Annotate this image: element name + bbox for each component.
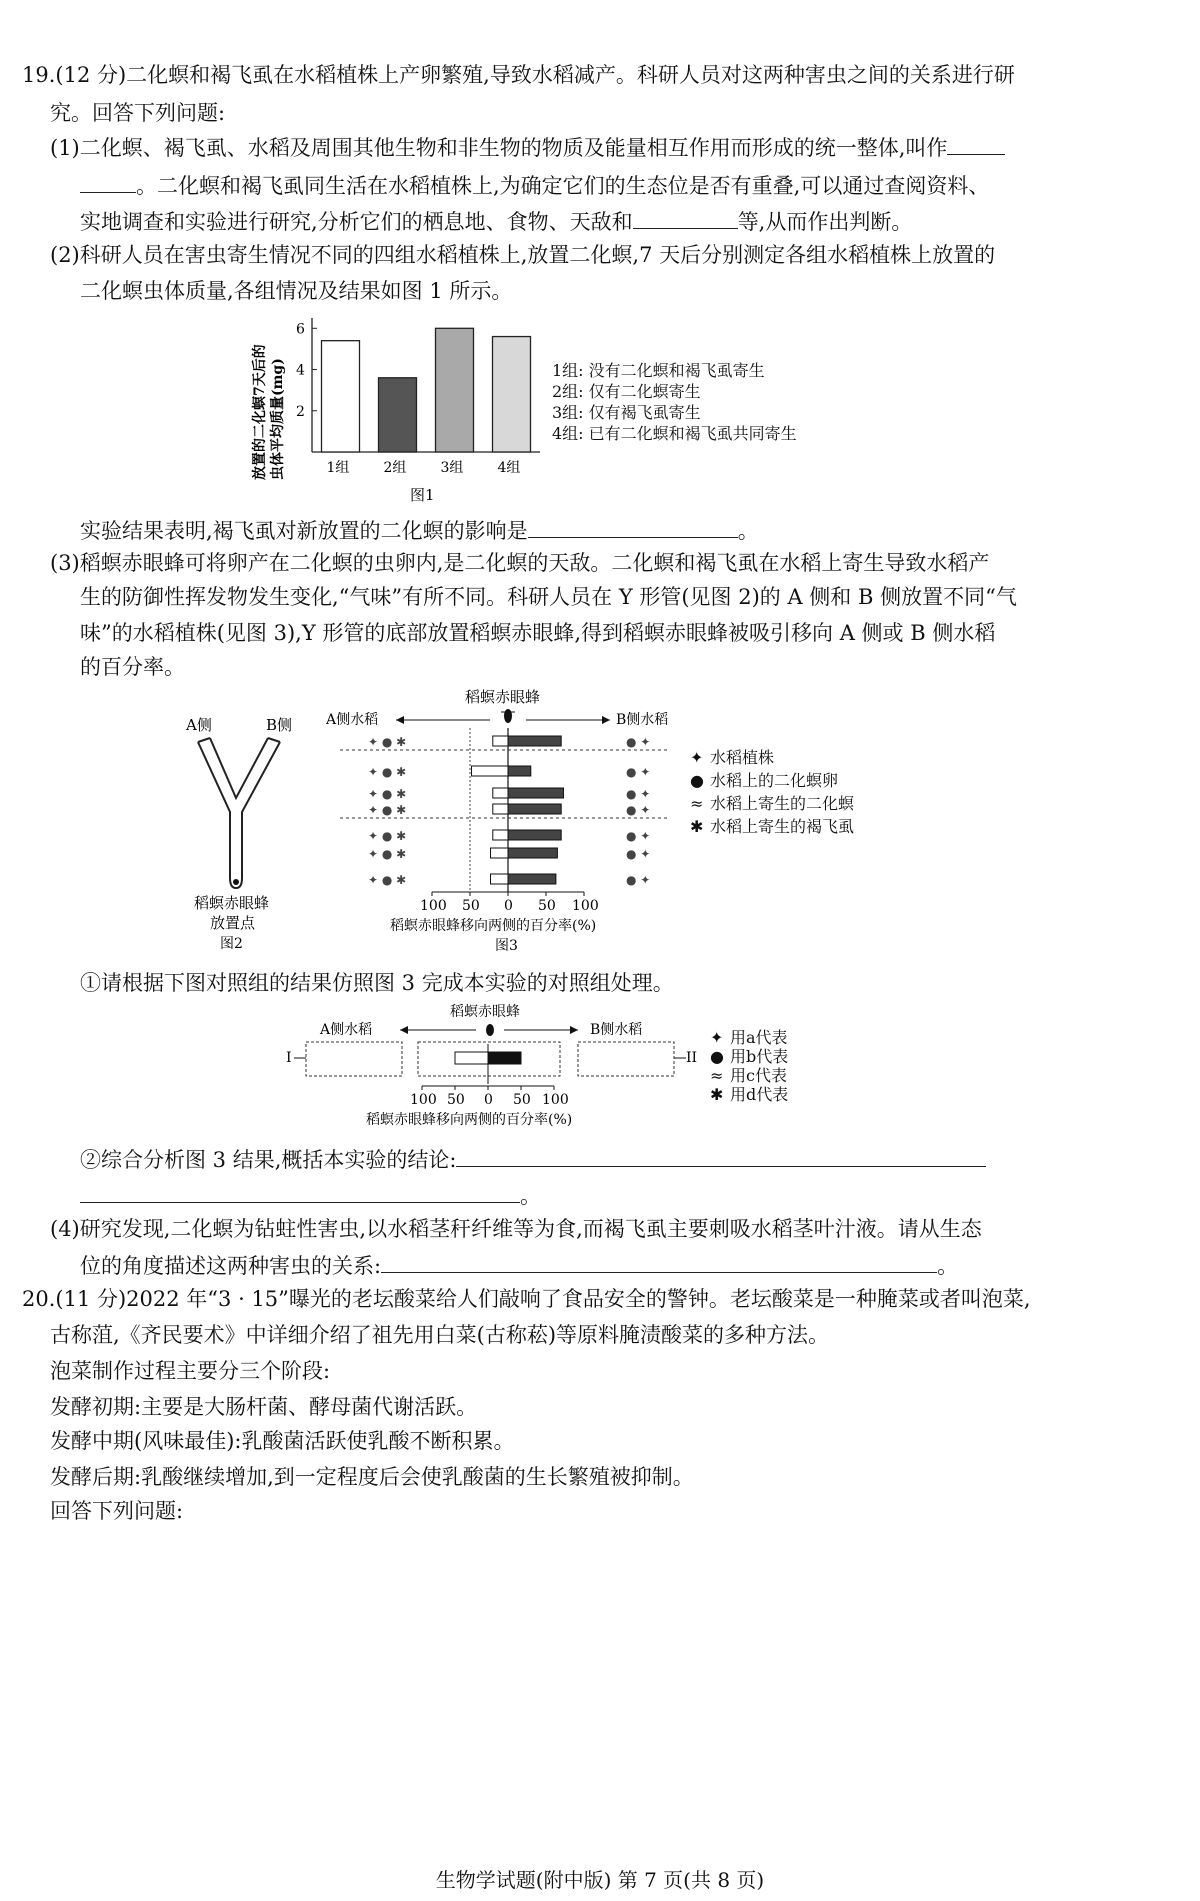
- answer-blank-2[interactable]: [528, 515, 738, 538]
- answer-blank-3b[interactable]: [80, 1180, 520, 1203]
- fig4-x-tick-label: 0: [484, 1092, 493, 1108]
- fig4-b-label: B侧水稻: [590, 1022, 643, 1038]
- fig3-a-label: A侧水稻: [326, 712, 379, 728]
- fig1-y-tick-label: 6: [296, 321, 305, 338]
- fig1-bar: [379, 378, 417, 452]
- q19-part3-line1: (3)稻螟赤眼蜂可将卵产在二化螟的虫卵内,是二化螟的天敌。二化螟和褐飞虱在水稻上寄生导致水稻产: [50, 551, 990, 575]
- q19-part3-sub2-cont: 。: [80, 1180, 541, 1211]
- fig4-x-tick-label: 100: [410, 1092, 437, 1108]
- q19-part3-line2: 生的防御性挥发物发生变化,“气味”有所不同。科研人员在 Y 形管(见图 2)的 A 侧和 B 侧放置不同“气: [80, 585, 1017, 609]
- fig1-ylabel-line2: 虫体平均质量(mg): [270, 358, 286, 480]
- control-box-a[interactable]: [306, 1042, 402, 1076]
- q20-line7: 回答下列问题:: [50, 1499, 184, 1523]
- planthopper-icon: ✱: [710, 1085, 724, 1104]
- fig3-row-icons-b: ● ✦: [626, 847, 651, 861]
- fig3-legend-item: ✦ 水稻植株: [690, 748, 775, 767]
- answer-blank-3a[interactable]: [456, 1144, 986, 1167]
- fig3-bar-a: [491, 848, 508, 858]
- fig1-bar: [493, 337, 531, 452]
- control-group-figure: [280, 1000, 700, 1130]
- fig2-release-label-1: 稻螟赤眼蜂: [194, 894, 270, 912]
- fig4-legend-item: ≈ 用c代表: [710, 1066, 787, 1085]
- fig3-x-tick-label: 50: [462, 898, 480, 914]
- fig3-caption: 图3: [495, 938, 518, 954]
- fig3-row-icons-b: ● ✦: [626, 735, 651, 749]
- q20-line3: 泡菜制作过程主要分三个阶段:: [50, 1359, 331, 1383]
- figure-2-y-tube: [180, 700, 320, 960]
- fig3-axis-title: 稻螟赤眼蜂移向两侧的百分率(%): [390, 918, 597, 934]
- q19-part3-line4: 的百分率。: [80, 655, 185, 679]
- q19-part1-line2: 。二化螟和褐飞虱同生活在水稻植株上,为确定它们的生态位是否有重叠,可以通过查阅资料、: [80, 170, 989, 201]
- fig3-legend-item: ≈ 水稻上寄生的二化螟: [690, 794, 855, 813]
- q19-part3-line3: 味”的水稻植株(见图 3),Y 形管的底部放置稻螟赤眼蜂,得到稻螟赤眼蜂被吸引移向 A 侧或 B 侧水稻: [80, 621, 996, 645]
- fig3-row-icons-a: ✦ ● ✱: [368, 765, 407, 779]
- fig3-bar-a: [493, 736, 508, 746]
- fig3-x-tick-label: 0: [504, 898, 513, 914]
- fig3-bar-a: [493, 804, 508, 814]
- q20-line4: 发酵初期:主要是大肠杆菌、酵母菌代谢活跃。: [50, 1395, 478, 1419]
- answer-blank-1b[interactable]: [80, 170, 136, 193]
- q19-part2-line2: 二化螟虫体质量,各组情况及结果如图 1 所示。: [80, 279, 513, 303]
- fig1-legend-item: 2组: 仅有二化螟寄生: [552, 382, 701, 401]
- q19-part1-line3: 实地调查和实验进行研究,分析它们的栖息地、食物、天敌和 等,从而作出判断。: [80, 206, 912, 237]
- fig1-bar: [322, 341, 360, 452]
- fig3-bar-a: [491, 874, 508, 884]
- answer-blank-1a[interactable]: [947, 132, 1005, 155]
- fig3-row-icons-b: ● ✦: [626, 765, 651, 779]
- fig4-axis-title: 稻螟赤眼蜂移向两侧的百分率(%): [366, 1112, 573, 1128]
- fig1-x-tick-label: 1组: [326, 460, 350, 476]
- rice-plant-icon: ✦: [690, 748, 704, 767]
- q20-line6: 发酵后期:乳酸继续增加,到一定程度后会使乳酸菌的生长繁殖被抑制。: [50, 1465, 694, 1489]
- fig1-y-tick-label: 4: [296, 362, 305, 379]
- fig1-caption: 图1: [410, 486, 435, 504]
- q20-title: 20.(11 分)2022 年“3 · 15”曝光的老坛酸菜给人们敲响了食品安全的警钟。老坛酸菜是一种腌菜或者叫泡菜,: [22, 1287, 1031, 1311]
- fig3-bar-a: [493, 788, 508, 798]
- fig3-bar-b: [508, 804, 561, 814]
- fig4-x-tick-label: 50: [447, 1092, 465, 1108]
- q20-line5: 发酵中期(风味最佳):乳酸菌活跃使乳酸不断积累。: [50, 1429, 515, 1453]
- fig3-row-icons-a: ✦ ● ✱: [368, 847, 407, 861]
- q19-part1-line1: (1)二化螟、褐飞虱、水稻及周围其他生物和非生物的物质及能量相互作用而形成的统一整体,叫作: [50, 132, 1005, 163]
- fig4-left-roman: I: [286, 1050, 292, 1066]
- fig3-x-tick-label: 100: [572, 898, 599, 914]
- q19-part4-line2: 位的角度描述这两种害虫的关系: 。: [80, 1250, 958, 1281]
- q19-title: 19.(12 分)二化螟和褐飞虱在水稻植株上产卵繁殖,导致水稻减产。科研人员对这两种害虫之间的关系进行研: [22, 63, 1015, 87]
- fig3-legend: [690, 746, 854, 838]
- fig3-bar-b: [508, 874, 556, 884]
- fig4-legend: [710, 1028, 788, 1104]
- fig4-a-label: A侧水稻: [320, 1022, 373, 1038]
- rice-plant-icon: ✦: [710, 1028, 724, 1047]
- fig4-x-tick-label: 50: [513, 1092, 531, 1108]
- fig1-y-tick-label: 2: [296, 403, 305, 420]
- fig3-row-icons-a: ✦ ● ✱: [368, 873, 407, 887]
- fig3-row-icons-b: ● ✦: [626, 873, 651, 887]
- q19-part2-line1: (2)科研人员在害虫寄生情况不同的四组水稻植株上,放置二化螟,7 天后分别测定各组水稻植株上放置的: [50, 243, 996, 267]
- fig2-caption: 图2: [220, 936, 243, 952]
- fig4-bar-b: [488, 1052, 521, 1064]
- borer-egg-icon: ●: [690, 771, 704, 790]
- fig4-legend-item: ✦ 用a代表: [710, 1028, 788, 1047]
- fig3-bar-b: [508, 736, 561, 746]
- answer-blank-1c[interactable]: [633, 206, 738, 229]
- fig4-top-label: 稻螟赤眼蜂: [450, 1004, 520, 1020]
- fig1-legend-item: 3组: 仅有褐飞虱寄生: [552, 403, 701, 422]
- fig2-a-side: A侧: [186, 716, 212, 734]
- fig3-row-icons-a: ✦ ● ✱: [368, 787, 407, 801]
- fig3-legend-item: ● 水稻上的二化螟卵: [690, 771, 839, 790]
- fig3-b-label: B侧水稻: [616, 712, 669, 728]
- fig3-row-icons-a: ✦ ● ✱: [368, 803, 407, 817]
- planthopper-icon: ✱: [690, 817, 704, 836]
- q20-line2: 古称菹,《齐民要术》中详细介绍了祖先用白菜(古称菘)等原料腌渍酸菜的多种方法。: [50, 1323, 830, 1347]
- fig1-legend-item: 4组: 已有二化螟和褐飞虱共同寄生: [552, 424, 797, 443]
- wasp-icon: [501, 709, 515, 723]
- fig3-legend-item: ✱ 水稻上寄生的褐飞虱: [690, 817, 855, 836]
- borer-egg-icon: ●: [710, 1047, 724, 1066]
- fig3-x-tick-label: 50: [538, 898, 556, 914]
- fig3-top-label: 稻螟赤眼蜂: [465, 688, 541, 706]
- fig2-b-side: B侧: [266, 716, 293, 734]
- fig3-bar-b: [508, 830, 561, 840]
- fig4-bar-a: [455, 1052, 488, 1064]
- fig4-x-tick-label: 100: [542, 1092, 569, 1108]
- fig1-ylabel-line1: 放置的二化螟7天后的: [252, 344, 268, 480]
- fig3-x-tick-label: 100: [420, 898, 447, 914]
- fig4-legend-item: ✱ 用d代表: [710, 1085, 789, 1104]
- answer-blank-4[interactable]: [381, 1250, 937, 1273]
- fig1-legend: [552, 360, 797, 444]
- q19-part2-result: 实验结果表明,褐飞虱对新放置的二化螟的影响是 。: [80, 515, 759, 546]
- release-point-icon: [233, 879, 239, 885]
- fig1-x-tick-label: 3组: [440, 460, 464, 476]
- fig3-bar-a: [493, 830, 508, 840]
- fig3-row-icons-a: ✦ ● ✱: [368, 829, 407, 843]
- fig3-row-icons-a: ✦ ● ✱: [368, 735, 407, 749]
- fig1-bar: [436, 328, 474, 452]
- fig3-row-icons-b: ● ✦: [626, 829, 651, 843]
- q19-part3-sub2: ②综合分析图 3 结果,概括本实验的结论:: [80, 1144, 986, 1175]
- borer-larva-icon: ≈: [710, 1066, 724, 1085]
- fig2-release-label-2: 放置点: [210, 914, 256, 932]
- fig1-x-tick-label: 2组: [383, 460, 407, 476]
- control-box-b[interactable]: [578, 1042, 674, 1076]
- page-footer: 生物学试题(附中版) 第 7 页(共 8 页): [435, 1868, 765, 1892]
- borer-larva-icon: ≈: [690, 794, 704, 813]
- fig3-bar-b: [508, 766, 531, 776]
- figure-3-bar-chart: [320, 680, 720, 960]
- q19-title-cont: 究。回答下列问题:: [50, 101, 226, 125]
- fig4-legend-item: ● 用b代表: [710, 1047, 789, 1066]
- fig3-row-icons-b: ● ✦: [626, 803, 651, 817]
- fig4-right-roman: II: [686, 1050, 698, 1066]
- fig3-bar-a: [472, 766, 508, 776]
- fig3-bar-b: [508, 788, 563, 798]
- q19-part3-sub1: ①请根据下图对照组的结果仿照图 3 完成本实验的对照组处理。: [80, 971, 674, 995]
- fig1-legend-item: 1组: 没有二化螟和褐飞虱寄生: [552, 361, 765, 380]
- wasp-icon: [486, 1024, 494, 1036]
- fig3-bar-b: [508, 848, 557, 858]
- q19-part4-line1: (4)研究发现,二化螟为钻蛀性害虫,以水稻茎秆纤维等为食,而褐飞虱主要刺吸水稻茎叶汁液。请从生态: [50, 1217, 982, 1241]
- fig3-row-icons-b: ● ✦: [626, 787, 651, 801]
- fig1-x-tick-label: 4组: [497, 460, 521, 476]
